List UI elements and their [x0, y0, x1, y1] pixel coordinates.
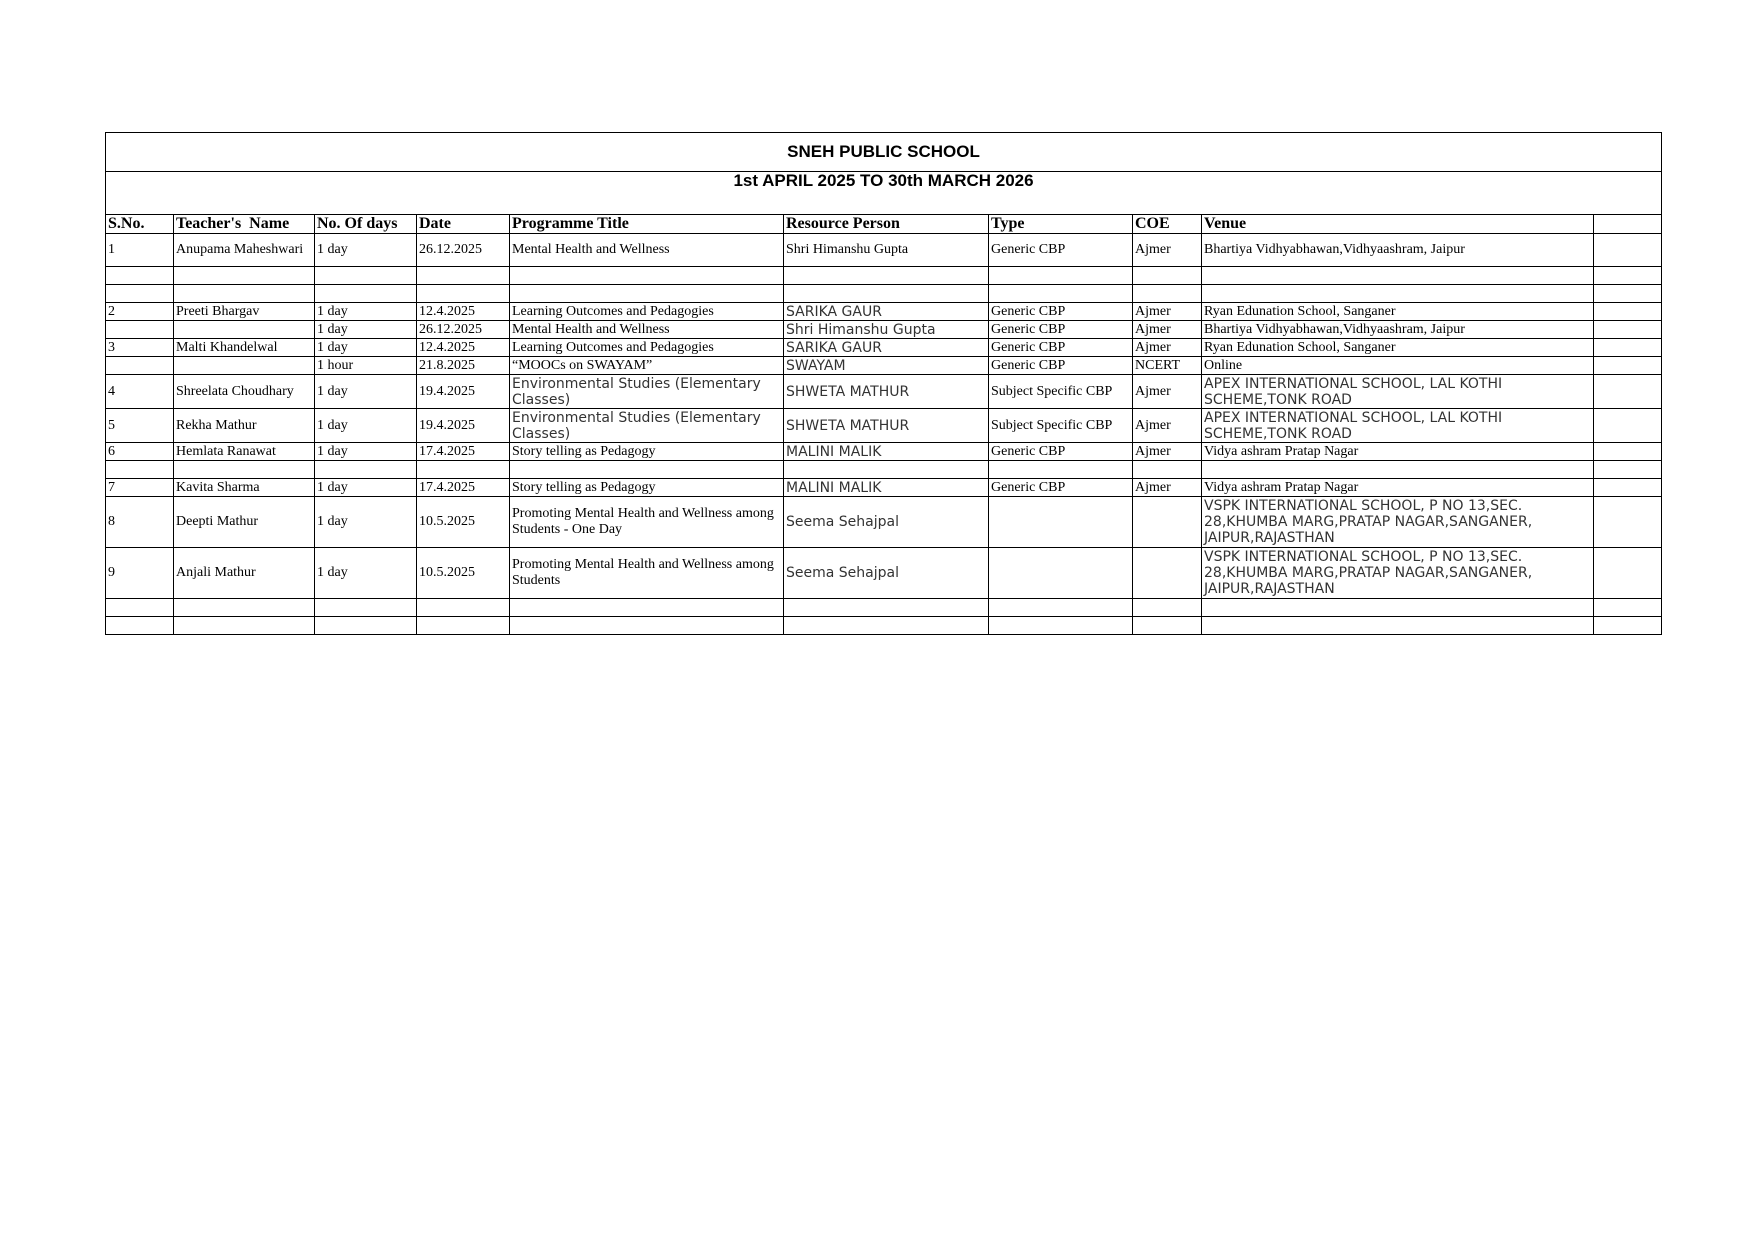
cell-name — [174, 599, 315, 617]
cell-sno — [106, 617, 174, 635]
table-row — [106, 357, 1662, 375]
cell-person — [784, 461, 989, 479]
cell-person: Seema Sehajpal — [784, 548, 989, 599]
period-title: 1st APRIL 2025 TO 30th MARCH 2026 — [106, 172, 1662, 215]
cell-date: 10.5.2025 — [417, 548, 510, 599]
cell-name: Rekha Mathur — [174, 409, 315, 443]
cell-blank — [1594, 461, 1662, 479]
cell-days: 1 day — [315, 339, 417, 357]
cell-title — [510, 267, 784, 285]
cell-sno: 4 — [106, 375, 174, 409]
school-name: SNEH PUBLIC SCHOOL — [106, 133, 1662, 172]
table-row — [106, 443, 1662, 461]
header-coe: COE — [1133, 215, 1202, 234]
cell-person: Shri Himanshu Gupta — [784, 321, 989, 339]
header-programme-title: Programme Title — [510, 215, 784, 234]
cell-coe — [1133, 599, 1202, 617]
cell-name: Hemlata Ranawat — [174, 443, 315, 461]
cell-person: SARIKA GAUR — [784, 339, 989, 357]
cell-type — [989, 617, 1133, 635]
cell-title: Story telling as Pedagogy — [510, 479, 784, 497]
cell-title — [510, 617, 784, 635]
cell-name: Preeti Bhargav — [174, 303, 315, 321]
cell-date: 17.4.2025 — [417, 479, 510, 497]
cell-type — [989, 497, 1133, 548]
cell-title: Learning Outcomes and Pedagogies — [510, 339, 784, 357]
cell-venue — [1202, 267, 1594, 285]
cell-coe: Ajmer — [1133, 375, 1202, 409]
cell-type: Generic CBP — [989, 321, 1133, 339]
cell-title: “MOOCs on SWAYAM” — [510, 357, 784, 375]
cell-days: 1 day — [315, 443, 417, 461]
cell-blank — [1594, 479, 1662, 497]
cell-person: MALINI MALIK — [784, 443, 989, 461]
cell-coe: Ajmer — [1133, 409, 1202, 443]
cell-days: 1 hour — [315, 357, 417, 375]
cell-days — [315, 461, 417, 479]
cell-coe — [1133, 548, 1202, 599]
cell-type: Generic CBP — [989, 234, 1133, 267]
header-row — [106, 215, 1662, 234]
table-row — [106, 461, 1662, 479]
cell-days — [315, 617, 417, 635]
cell-sno — [106, 357, 174, 375]
cell-coe — [1133, 617, 1202, 635]
cell-sno — [106, 461, 174, 479]
cell-type — [989, 599, 1133, 617]
table-row — [106, 599, 1662, 617]
cell-date: 19.4.2025 — [417, 409, 510, 443]
cell-name — [174, 617, 315, 635]
cell-venue: Vidya ashram Pratap Nagar — [1202, 443, 1594, 461]
header-resource-person: Resource Person — [784, 215, 989, 234]
cell-title: Mental Health and Wellness — [510, 234, 784, 267]
table-row — [106, 339, 1662, 357]
cell-type — [989, 548, 1133, 599]
cell-person: Shri Himanshu Gupta — [784, 234, 989, 267]
cell-type — [989, 461, 1133, 479]
cell-name — [174, 267, 315, 285]
cell-title — [510, 461, 784, 479]
cell-name — [174, 321, 315, 339]
cell-sno — [106, 267, 174, 285]
cell-title: Story telling as Pedagogy — [510, 443, 784, 461]
cell-date: 19.4.2025 — [417, 375, 510, 409]
cell-sno — [106, 285, 174, 303]
cell-coe: Ajmer — [1133, 443, 1202, 461]
cell-sno: 9 — [106, 548, 174, 599]
cell-venue: Ryan Edunation School, Sanganer — [1202, 303, 1594, 321]
cell-blank — [1594, 443, 1662, 461]
header-sno: S.No. — [106, 215, 174, 234]
cell-coe: Ajmer — [1133, 303, 1202, 321]
cell-date — [417, 285, 510, 303]
cell-coe: Ajmer — [1133, 339, 1202, 357]
cell-blank — [1594, 497, 1662, 548]
cell-blank — [1594, 548, 1662, 599]
cell-days: 1 day — [315, 409, 417, 443]
cell-person: SHWETA MATHUR — [784, 409, 989, 443]
cell-type: Generic CBP — [989, 357, 1133, 375]
cell-coe — [1133, 497, 1202, 548]
cell-title: Promoting Mental Health and Wellness among Students — [510, 548, 784, 599]
cell-person — [784, 267, 989, 285]
cell-blank — [1594, 339, 1662, 357]
cell-type: Subject Specific CBP — [989, 375, 1133, 409]
header-teacher-name: Teacher's Name — [174, 215, 315, 234]
cell-date: 17.4.2025 — [417, 443, 510, 461]
cell-name: Kavita Sharma — [174, 479, 315, 497]
cell-date — [417, 267, 510, 285]
cell-days: 1 day — [315, 234, 417, 267]
cell-name: Shreelata Choudhary — [174, 375, 315, 409]
cell-sno: 7 — [106, 479, 174, 497]
cell-venue: Vidya ashram Pratap Nagar — [1202, 479, 1594, 497]
header-venue: Venue — [1202, 215, 1594, 234]
cell-person: Seema Sehajpal — [784, 497, 989, 548]
cell-sno: 6 — [106, 443, 174, 461]
header-blank — [1594, 215, 1662, 234]
cell-blank — [1594, 267, 1662, 285]
table-row — [106, 321, 1662, 339]
table-row — [106, 548, 1662, 599]
cell-days: 1 day — [315, 497, 417, 548]
cell-coe: Ajmer — [1133, 321, 1202, 339]
cell-blank — [1594, 321, 1662, 339]
table-row — [106, 285, 1662, 303]
cell-blank — [1594, 409, 1662, 443]
table-row — [106, 617, 1662, 635]
cell-venue — [1202, 599, 1594, 617]
cell-coe — [1133, 461, 1202, 479]
cell-date: 26.12.2025 — [417, 234, 510, 267]
cell-date: 26.12.2025 — [417, 321, 510, 339]
table-row — [106, 267, 1662, 285]
cell-person: SHWETA MATHUR — [784, 375, 989, 409]
header-no-of-days: No. Of days — [315, 215, 417, 234]
cell-type — [989, 267, 1133, 285]
cell-type: Subject Specific CBP — [989, 409, 1133, 443]
cell-title: Promoting Mental Health and Wellness among Students - One Day — [510, 497, 784, 548]
cell-name: Malti Khandelwal — [174, 339, 315, 357]
cell-title — [510, 285, 784, 303]
cell-type: Generic CBP — [989, 303, 1133, 321]
cell-coe — [1133, 285, 1202, 303]
cell-days — [315, 285, 417, 303]
cell-title: Mental Health and Wellness — [510, 321, 784, 339]
table-row — [106, 375, 1662, 409]
cell-person: SARIKA GAUR — [784, 303, 989, 321]
cell-title: Environmental Studies (Elementary Classes) — [510, 375, 784, 409]
cell-sno: 3 — [106, 339, 174, 357]
cell-venue — [1202, 461, 1594, 479]
cell-type: Generic CBP — [989, 339, 1133, 357]
cell-venue: VSPK INTERNATIONAL SCHOOL, P NO 13,SEC. 28,KHUMBA MARG,PRATAP NAGAR,SANGANER, JAIPUR,RAJASTHAN — [1202, 548, 1594, 599]
cell-days — [315, 599, 417, 617]
cell-date: 21.8.2025 — [417, 357, 510, 375]
cell-date: 12.4.2025 — [417, 339, 510, 357]
cell-venue: Bhartiya Vidhyabhawan,Vidhyaashram, Jaipur — [1202, 234, 1594, 267]
cell-venue: APEX INTERNATIONAL SCHOOL, LAL KOTHI SCHEME,TONK ROAD — [1202, 409, 1594, 443]
cell-type: Generic CBP — [989, 479, 1133, 497]
cell-venue: VSPK INTERNATIONAL SCHOOL, P NO 13,SEC. 28,KHUMBA MARG,PRATAP NAGAR,SANGANER, JAIPUR,RAJASTHAN — [1202, 497, 1594, 548]
cell-coe: Ajmer — [1133, 234, 1202, 267]
cell-sno: 2 — [106, 303, 174, 321]
header-date: Date — [417, 215, 510, 234]
table-row — [106, 303, 1662, 321]
cell-person: MALINI MALIK — [784, 479, 989, 497]
cell-date: 12.4.2025 — [417, 303, 510, 321]
training-table — [105, 132, 1662, 635]
cell-blank — [1594, 303, 1662, 321]
cell-type: Generic CBP — [989, 443, 1133, 461]
cell-venue — [1202, 617, 1594, 635]
cell-name: Deepti Mathur — [174, 497, 315, 548]
cell-name — [174, 285, 315, 303]
cell-sno — [106, 321, 174, 339]
cell-name — [174, 357, 315, 375]
cell-venue: Online — [1202, 357, 1594, 375]
cell-person: SWAYAM — [784, 357, 989, 375]
cell-venue: APEX INTERNATIONAL SCHOOL, LAL KOTHI SCHEME,TONK ROAD — [1202, 375, 1594, 409]
cell-blank — [1594, 375, 1662, 409]
cell-title: Learning Outcomes and Pedagogies — [510, 303, 784, 321]
cell-days — [315, 267, 417, 285]
cell-blank — [1594, 234, 1662, 267]
cell-days: 1 day — [315, 303, 417, 321]
cell-name: Anupama Maheshwari — [174, 234, 315, 267]
cell-date — [417, 599, 510, 617]
school-name-row — [106, 133, 1662, 172]
cell-date — [417, 461, 510, 479]
cell-venue: Bhartiya Vidhyabhawan,Vidhyaashram, Jaipur — [1202, 321, 1594, 339]
cell-title — [510, 599, 784, 617]
cell-days: 1 day — [315, 479, 417, 497]
table-row — [106, 497, 1662, 548]
cell-coe: Ajmer — [1133, 479, 1202, 497]
table-row — [106, 409, 1662, 443]
cell-sno: 1 — [106, 234, 174, 267]
cell-blank — [1594, 617, 1662, 635]
cell-date — [417, 617, 510, 635]
period-row — [106, 172, 1662, 215]
header-type: Type — [989, 215, 1133, 234]
cell-days: 1 day — [315, 375, 417, 409]
cell-person — [784, 599, 989, 617]
cell-person — [784, 617, 989, 635]
table-row — [106, 479, 1662, 497]
cell-blank — [1594, 357, 1662, 375]
cell-title: Environmental Studies (Elementary Classes) — [510, 409, 784, 443]
cell-sno: 5 — [106, 409, 174, 443]
cell-blank — [1594, 599, 1662, 617]
cell-name: Anjali Mathur — [174, 548, 315, 599]
cell-days: 1 day — [315, 548, 417, 599]
cell-sno — [106, 599, 174, 617]
cell-venue — [1202, 285, 1594, 303]
cell-type — [989, 285, 1133, 303]
cell-coe — [1133, 267, 1202, 285]
table-row — [106, 234, 1662, 267]
cell-person — [784, 285, 989, 303]
cell-sno: 8 — [106, 497, 174, 548]
cell-name — [174, 461, 315, 479]
cell-days: 1 day — [315, 321, 417, 339]
cell-coe: NCERT — [1133, 357, 1202, 375]
cell-date: 10.5.2025 — [417, 497, 510, 548]
cell-blank — [1594, 285, 1662, 303]
cell-venue: Ryan Edunation School, Sanganer — [1202, 339, 1594, 357]
